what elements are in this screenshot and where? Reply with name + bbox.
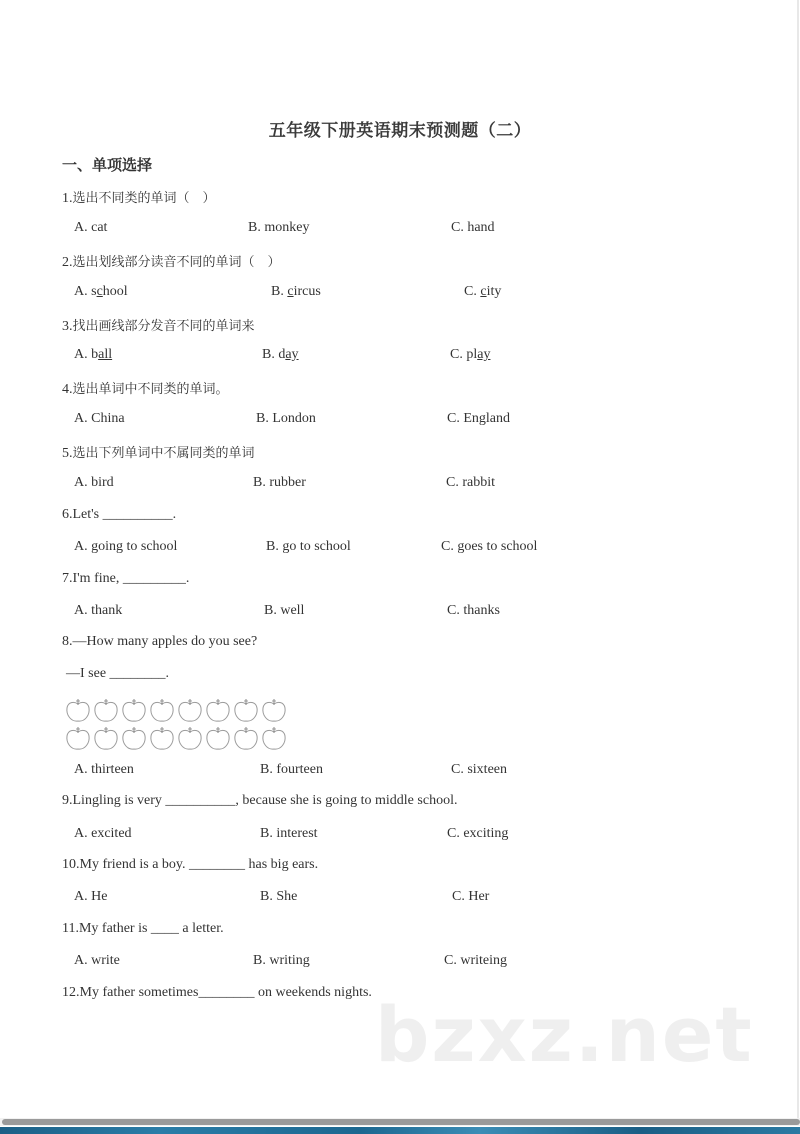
underlined-part: ay xyxy=(285,347,299,362)
q5-option-b[interactable]: B. rubber xyxy=(253,475,306,490)
q4-option-a[interactable]: A. China xyxy=(74,411,125,426)
underlined-part: all xyxy=(98,347,113,362)
question-stem: —How many apples do you see? xyxy=(72,634,258,649)
question-number: 5. xyxy=(62,446,73,461)
q3-option-c[interactable] xyxy=(450,347,490,363)
question-3 xyxy=(62,315,255,335)
apple-icon xyxy=(232,724,260,752)
apple-icon xyxy=(260,696,288,724)
apple-icon xyxy=(176,724,204,752)
q1-option-b[interactable]: B. monkey xyxy=(248,220,310,235)
q5-option-a[interactable]: A. bird xyxy=(74,475,114,490)
apple-icon xyxy=(204,724,232,752)
apple-icon xyxy=(64,696,92,724)
question-5 xyxy=(62,442,255,462)
q5-option-c[interactable]: C. rabbit xyxy=(446,475,495,490)
apple-icon xyxy=(148,724,176,752)
apple-icon xyxy=(148,696,176,724)
question-number: 9. xyxy=(62,793,73,808)
question-number: 12. xyxy=(62,985,80,1000)
question-8-answer-line: —I see ________. xyxy=(66,666,170,681)
apple-icon xyxy=(92,696,120,724)
q10-option-c[interactable]: C. Her xyxy=(452,889,490,904)
q8-option-b[interactable]: B. fourteen xyxy=(260,762,323,777)
question-stem: 选出不同类的单词（ ） xyxy=(72,191,216,206)
question-stem: Let's __________. xyxy=(72,507,177,522)
q9-option-a[interactable]: A. excited xyxy=(74,826,132,841)
question-stem: My father sometimes________ on weekends nights. xyxy=(79,985,372,1000)
horizontal-scrollbar-thumb[interactable] xyxy=(2,1119,800,1125)
question-number: 2. xyxy=(62,255,73,270)
apple-icon xyxy=(64,724,92,752)
question-8 xyxy=(62,634,257,650)
q3-option-b[interactable] xyxy=(262,347,299,363)
underlined-part: ay xyxy=(477,347,491,362)
question-number: 1. xyxy=(62,191,73,206)
apples-image xyxy=(64,696,292,752)
q6-option-a[interactable]: A. going to school xyxy=(74,539,178,554)
watermark: bzxz.net xyxy=(375,990,754,1079)
apple-icon xyxy=(120,696,148,724)
option-text: C. pl xyxy=(450,347,478,362)
q4-option-c[interactable]: C. England xyxy=(447,411,510,426)
q11-option-a[interactable]: A. write xyxy=(74,953,120,968)
option-text: hool xyxy=(102,284,128,299)
question-number: 3. xyxy=(62,319,73,334)
question-6 xyxy=(62,507,176,523)
question-number: 10. xyxy=(62,857,80,872)
option-text: ity xyxy=(486,284,502,299)
question-number: 8. xyxy=(62,634,73,649)
option-text: B. xyxy=(271,284,288,299)
question-stem: My friend is a boy. ________ has big ears. xyxy=(79,857,319,872)
q7-option-b[interactable]: B. well xyxy=(264,603,305,618)
q7-option-c[interactable]: C. thanks xyxy=(447,603,500,618)
q2-option-a[interactable] xyxy=(74,284,128,300)
q10-option-a[interactable]: A. He xyxy=(74,889,108,904)
underlined-part: c xyxy=(287,284,294,299)
document-title: 五年级下册英语期末预测题（二） xyxy=(268,121,532,141)
option-text: A. s xyxy=(74,284,97,299)
question-10 xyxy=(62,857,318,873)
question-number: 11. xyxy=(62,921,79,936)
q1-option-c[interactable]: C. hand xyxy=(451,220,495,235)
question-number: 7. xyxy=(62,571,73,586)
option-text: B. d xyxy=(262,347,286,362)
question-stem: 选出下列单词中不属同类的单词 xyxy=(72,446,255,461)
question-stem: 找出画线部分发音不同的单词来 xyxy=(72,319,255,334)
underlined-part: c xyxy=(96,284,103,299)
q4-option-b[interactable]: B. London xyxy=(256,411,316,426)
question-stem: 选出划线部分读音不同的单词（ ） xyxy=(72,255,281,270)
q7-option-a[interactable]: A. thank xyxy=(74,603,123,618)
apple-icon xyxy=(176,696,204,724)
question-number: 4. xyxy=(62,382,73,397)
question-stem: I'm fine, _________. xyxy=(72,571,190,586)
bottom-banner-strip xyxy=(0,1127,800,1134)
q1-option-a[interactable]: A. cat xyxy=(74,220,108,235)
apple-icon xyxy=(204,696,232,724)
q3-option-a[interactable] xyxy=(74,347,112,363)
section-heading: 一、单项选择 xyxy=(62,156,153,174)
q2-option-b[interactable] xyxy=(271,284,321,300)
question-12 xyxy=(62,985,372,1001)
underlined-part: c xyxy=(480,284,487,299)
question-11 xyxy=(62,921,224,937)
option-text: A. b xyxy=(74,347,99,362)
q6-option-b[interactable]: B. go to school xyxy=(266,539,351,554)
question-stem: Lingling is very __________, because she is going to middle school. xyxy=(72,793,458,808)
question-1 xyxy=(62,187,216,207)
question-2 xyxy=(62,251,281,271)
apple-icon xyxy=(260,724,288,752)
question-number: 6. xyxy=(62,507,73,522)
option-text: C. xyxy=(464,284,481,299)
question-4 xyxy=(62,378,229,398)
apple-icon xyxy=(92,724,120,752)
q9-option-c[interactable]: C. exciting xyxy=(447,826,509,841)
q6-option-c[interactable]: C. goes to school xyxy=(441,539,538,554)
q10-option-b[interactable]: B. She xyxy=(260,889,298,904)
q8-option-c[interactable]: C. sixteen xyxy=(451,762,507,777)
question-9 xyxy=(62,793,457,809)
apple-icon xyxy=(232,696,260,724)
q8-option-a[interactable]: A. thirteen xyxy=(74,762,134,777)
option-text: ircus xyxy=(293,284,321,299)
question-7 xyxy=(62,571,189,587)
q9-option-b[interactable]: B. interest xyxy=(260,826,318,841)
apple-icon xyxy=(120,724,148,752)
q11-option-c[interactable]: C. writeing xyxy=(444,953,507,968)
q11-option-b[interactable]: B. writing xyxy=(253,953,310,968)
question-stem: 选出单词中不同类的单词。 xyxy=(72,382,229,397)
question-stem: My father is ____ a letter. xyxy=(78,921,224,936)
q2-option-c[interactable] xyxy=(464,284,501,300)
